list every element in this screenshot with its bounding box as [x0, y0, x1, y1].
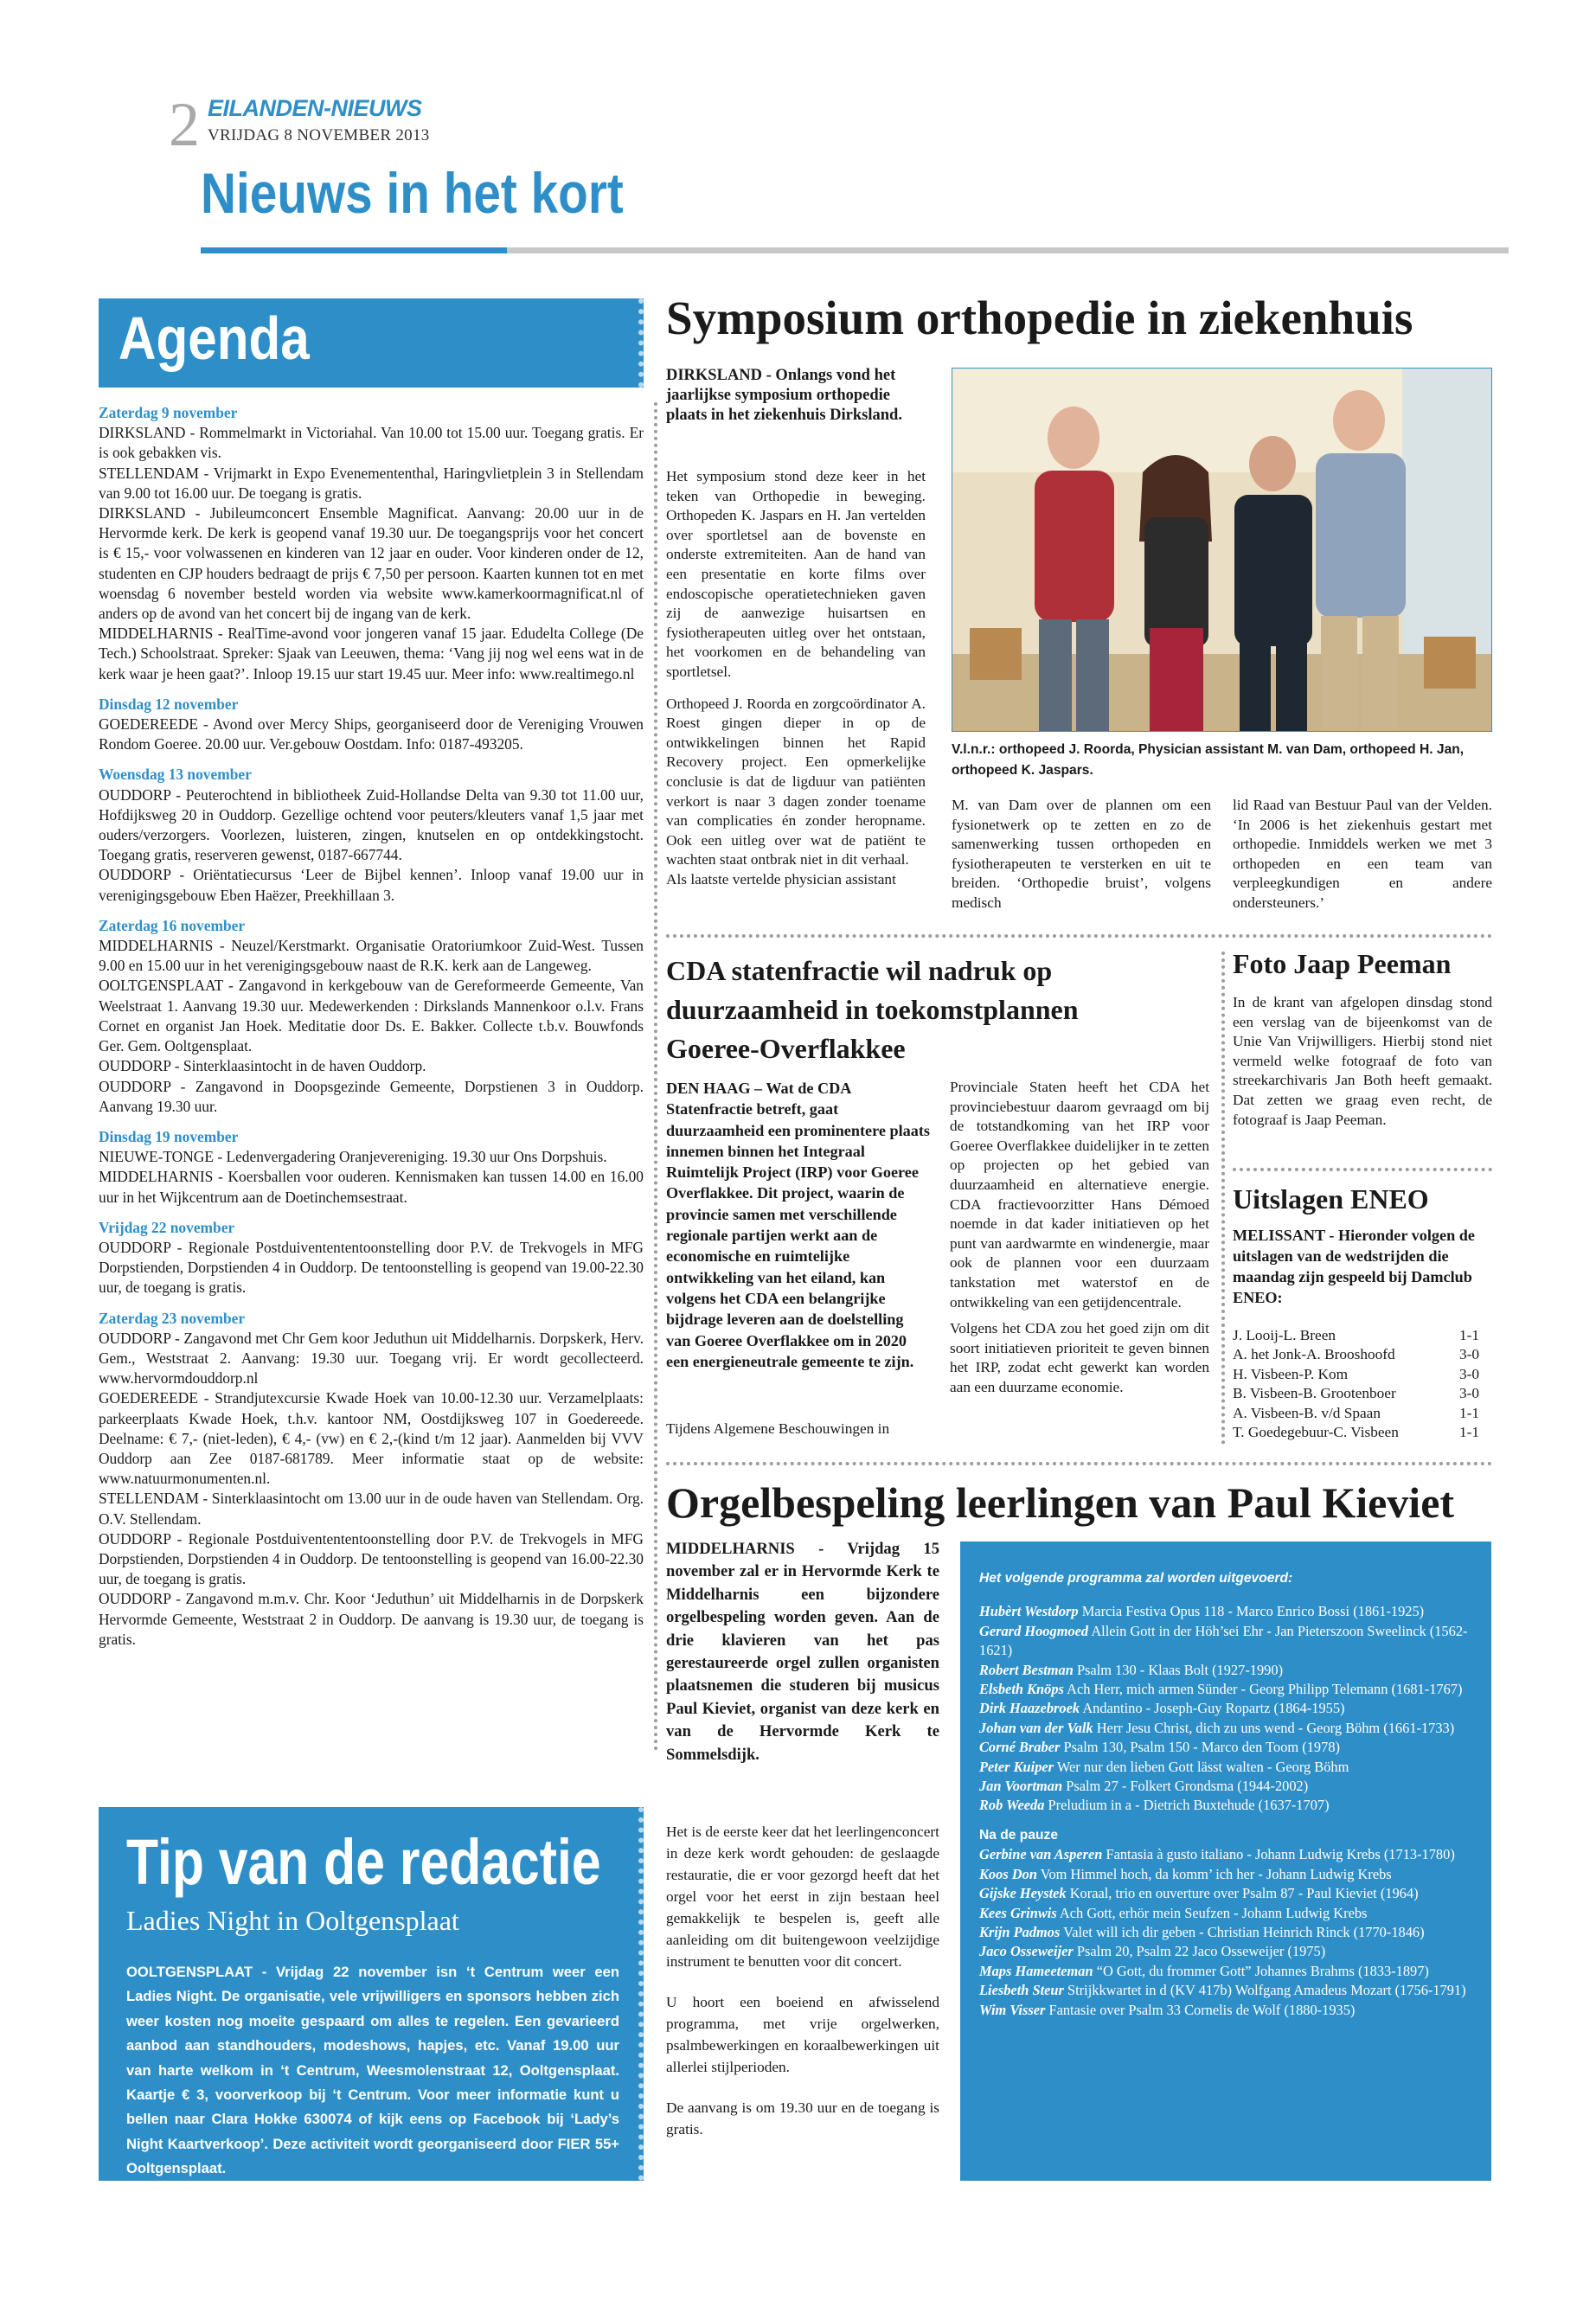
- symposium-body: [666, 467, 926, 901]
- piece-title: Ach Gott, erhör mein Seufzen - Johann Ludwig Krebs: [1059, 1904, 1368, 1921]
- cda-lead: DEN HAAG – Wat de CDA Statenfractie betreft, gaat duurzaamheid een prominentere plaats innemen binnen het Integraal Ruimtelijk Project (IRP) voor Goeree Overflakkee. Dit project, waarin de provincie samen met verschillende regionale partijen werkt aan de economische en ruimtelijke ontwikkeling van het eiland, kan volgens het CDA een belangrijke bijdrage leveren aan de doelstelling van Goeree Overflakkee om in 2020 een energieneutrale gemeente te zijn.: [666, 1080, 930, 1370]
- paragraph: U hoort een boeiend en afwisselend programma, met vrije orgelwerken, psalmbewerkingen en koraalbewerkingen uit allerlei stijlperioden.: [666, 1994, 939, 2075]
- paragraph: Provinciale Staten heeft het CDA het provinciebestuur daarom gevraagd om bij de totstandkoming van het IRP voor Goeree Overflakkee duidelijker in te zetten op projecten op het gebied van duurzaamheid en alternatieve energie. CDA fractievoorzitter Hans Démoed noemde in dat kader initiatieven op het punt van aardwarmte en windenergie, maar ook de plannen voor een duurzaam tankstation met waterstof en de ontwikkeling van een getijdencentrale.: [950, 1079, 1209, 1311]
- piece-title: Allein Gott in der Höh’sei Ehr - Jan Pieterszoon Sweelinck (1562-1621): [979, 1622, 1468, 1659]
- score-cell: 3-0: [1458, 1385, 1479, 1402]
- performer-name: Elsbeth Knöps: [979, 1681, 1064, 1698]
- agenda-gap: [99, 1298, 644, 1309]
- agenda-item: DIRKSLAND - Jubileumconcert Ensemble Magnificat. Aanvang: 20.00 uur in de Hervormde kerk. De kerk is geopend vanaf 19.30 uur. De toegangsprijs voor het concert is € 15,- voor volwassenen en kinderen van 12 jaar en ouder. Voor kinderen onder de 12, studenten en CJP houders bedraagt de prijs € 7,50 per persoon. Kaarten kunnen tot en met woensdag 6 november besteld worden via website www.kamerkoormagnificat.nl of anders op de avond van het concert bij de ingang van de kerk.: [99, 504, 644, 623]
- photo-caption: V.l.n.r.: orthopeed J. Roorda, Physician assistant M. van Dam, orthopeed H. Jan, orthopeed K. Jaspars.: [952, 742, 1465, 778]
- section-divider: [666, 934, 1492, 938]
- performer-name: Jaco Osseweijer: [979, 1943, 1074, 1960]
- column-divider: [654, 402, 657, 1752]
- program-item: [979, 1699, 1485, 1718]
- piece-title: Psalm 130, Psalm 150 - Marco den Toom (1978): [1063, 1739, 1340, 1756]
- cda-tail: Tijdens Algemene Beschouwingen in: [666, 1420, 890, 1437]
- tip-subtitle: Ladies Night in Ooltgensplaat: [126, 1905, 459, 1936]
- agenda-gap: [99, 1117, 644, 1127]
- performer-name: Wim Visser: [979, 2001, 1046, 2018]
- piece-title: Andantino - Joseph-Guy Ropartz (1864-1955): [1082, 1700, 1345, 1717]
- program-item: [979, 1845, 1485, 1864]
- program-item: [979, 1904, 1485, 1923]
- page-number: 2: [169, 90, 200, 159]
- tip-title: Tip van de redactie: [126, 1826, 601, 1898]
- score-cell: 3-0: [1458, 1346, 1479, 1363]
- performer-name: Johan van der Valk: [979, 1719, 1093, 1736]
- performer-name: Kees Grinwis: [979, 1904, 1057, 1921]
- performer-name: Liesbeth Steur: [979, 1982, 1064, 1999]
- agenda-item: OUDDORP - Regionale Postduiventententoonstelling door P.V. de Trekvogels in MFG Dorpstienden, Dorpstienden 4 in Ouddorp. De tentoonstelling is geopend van 16.00-22.30 uur, de toegang is gratis.: [99, 1529, 644, 1588]
- issue-date: VRIJDAG 8 NOVEMBER 2013: [208, 126, 430, 144]
- program-item: [979, 1661, 1485, 1680]
- agenda-item: OUDDORP - Oriëntatiecursus ‘Leer de Bijbel kennen’. Inloop vanaf 19.00 uur in verenigingsgebouw Eben Haëzer, Preekhillaan 3.: [99, 866, 644, 904]
- piece-title: Psalm 27 - Folkert Grondsma (1944-2002): [1066, 1778, 1309, 1795]
- paragraph: Volgens het CDA zou het goed zijn om dit soort initiatieven prioriteit te geven binnen het IRP, zodat echt gewerkt kan worden aan een duurzame economie.: [950, 1320, 1209, 1395]
- piece-title: “O Gott, du frommer Gott” Johannes Brahms (1833-1897): [1096, 1962, 1429, 1979]
- eneo-results-table: [1233, 1326, 1479, 1442]
- piece-title: Wer nur den lieben Gott lässt walten - Georg Böhm: [1056, 1758, 1349, 1775]
- agenda-item: MIDDELHARNIS - Koersballen voor ouderen. Kennismaken kan tussen 14.00 en 16.00 uur in het Wijkcentrum aan de Doetinchemsestraat.: [99, 1168, 644, 1206]
- cda-col2: [950, 1078, 1209, 1405]
- performer-name: Krijn Padmos: [979, 1923, 1061, 1940]
- orgel-lead: MIDDELHARNIS - Vrijdag 15 november zal er in Hervormde Kerk te Middelharnis een bijzondere orgelbespeling worden geven. Aan de drie klavieren van het pas gerestaureerde orgel zullen organisten plaatsnemen die studeren bij musicus Paul Kieviet, organist van deze kerk en van de Hervormde Kerk te Sommelsdijk.: [666, 1540, 939, 1764]
- performer-name: Gijske Heystek: [979, 1885, 1067, 1902]
- program-item: [979, 1758, 1485, 1777]
- piece-title: Marcia Festiva Opus 118 - Marco Enrico Bossi (1861-1925): [1081, 1603, 1425, 1620]
- agenda-item: OUDDORP - Peuterochtend in bibliotheek Zuid-Hollandse Delta van 9.30 tot 11.00 uur, Hofdijksweg 20 in Ouddorp. Gezellige ochtend voor peuters/kleuters vanaf 1,5 jaar met ouders/verzorgers. Voorlezen, luisteren, zingen, knutselen en op ontdekkingstocht. Toegang gratis, reserveren gewenst, 0187-667744.: [99, 785, 644, 864]
- table-row: [1233, 1365, 1479, 1384]
- program-list: [979, 1569, 1485, 2020]
- table-row: [1233, 1384, 1479, 1403]
- agenda-date: Vrijdag 22 november: [99, 1218, 235, 1236]
- orgel-body: [666, 1821, 939, 2159]
- performer-name: Jan Voortman: [979, 1778, 1063, 1795]
- agenda-date: Dinsdag 19 november: [99, 1127, 239, 1145]
- performer-name: Koos Don: [979, 1865, 1037, 1882]
- paragraph: Als laatste vertelde physician assistant: [666, 870, 896, 888]
- program-item: [979, 1777, 1485, 1796]
- program-item: [979, 1719, 1485, 1738]
- piece-title: Fantasie over Psalm 33 Cornelis de Wolf (1880-1935): [1048, 2001, 1356, 2018]
- section-rule-accent: [201, 247, 507, 253]
- score-cell: 3-0: [1458, 1365, 1479, 1382]
- section-title: Nieuws in het kort: [201, 161, 624, 225]
- paragraph: Het symposium stond deze keer in het teken van Orthopedie in beweging. Orthopeden K. Jaspars en H. Jan vertelden over sportletsel aan de bovenste en onderste extremiteiten. Aan de hand van een presentatie en korte films over endoscopische operatietechnieken gaven zij de aanwezige huisartsen en fysiotherapeuten uitleg over het ontstaan, het voorkomen en de behandeling van sportletsel.: [666, 468, 926, 680]
- program-item: [979, 1942, 1485, 1961]
- table-row: [1233, 1326, 1479, 1345]
- program-item: [979, 1962, 1485, 1981]
- performer-name: Robert Bestman: [979, 1661, 1074, 1678]
- section-divider: [666, 1462, 1492, 1465]
- foto-body: In de krant van afgelopen dinsdag stond een verslag van de bijeenkomst van de Unie Van Vrijwilligers. Hierbij stond niet vermeld welke fotograaf de foto van streekarchivaris Jan Both heeft gemaakt. Dat zetten we graag even recht, de fotograaf is Jaap Peeman.: [1233, 994, 1492, 1128]
- eneo-headline: Uitslagen ENEO: [1233, 1183, 1429, 1215]
- piece-title: Vom Himmel hoch, da komm’ ich her - Johann Ludwig Krebs: [1040, 1865, 1392, 1882]
- program-item: [979, 1865, 1485, 1884]
- performer-name: Peter Kuiper: [979, 1758, 1054, 1775]
- paragraph: Orthopeed J. Roorda en zorgcoördinator A. Roest gingen dieper in op de ontwikkelingen binnen het Rapid Recovery project. Een opmerkelijke conclusie is dat de ligduur van patiënten verkort is naar 3 dagen zonder toename van complicaties én zonder heropname. Ook een uitleg over wat de patiënt te wachten staat ontbrak niet in dit verhaal.: [666, 695, 926, 868]
- cda-headline: CDA statenfractie wil nadruk op duurzaamheid in toekomstplannen Goeree-Overflakkee: [666, 955, 1079, 1064]
- performer-name: Dirk Haazebroek: [979, 1700, 1080, 1717]
- program-item: [979, 1796, 1485, 1815]
- paragraph: Het is de eerste keer dat het leerlingenconcert in deze kerk wordt gehouden: de geslaagde restauratie, die er voor gezorgd heeft dat het orgel voor het eerst in zijn bestaan heel gemakkelijk te bespelen is, geeft alle aanleiding om dit buitengewoon veelzijdige instrument te benutten voor dit concert.: [666, 1823, 939, 1970]
- agenda-date: Woensdag 13 november: [99, 766, 252, 784]
- performer-name: Gerard Hoogmoed: [979, 1622, 1089, 1639]
- performer-name: Gerbine van Asperen: [979, 1846, 1103, 1863]
- piece-title: Preludium in a - Dietrich Buxtehude (1637-1707): [1048, 1797, 1330, 1814]
- match-cell: J. Looij-L. Breen: [1233, 1327, 1336, 1343]
- eneo-lead: MELISSANT - Hieronder volgen de uitslagen van de wedstrijden die maandag zijn gespeeld bij Damclub ENEO:: [1233, 1227, 1475, 1306]
- symposium-lead: DIRKSLAND - Onlangs vond het jaarlijkse symposium orthopedie plaats in het ziekenhuis Dirksland.: [666, 367, 902, 424]
- agenda-item: OUDDORP - Sinterklaasintocht in de haven Ouddorp.: [99, 1057, 426, 1075]
- agenda-list: [99, 403, 644, 1650]
- agenda-item: OUDDORP - Zangavond met Chr Gem koor Jeduthun uit Middelharnis. Dorpskerk, Herv. Gem., Weststraat 2. Aanvang: 19.30 uur. Toegang vrij. Er wordt gecollecteerd. www.hervormdouddorp.nl: [99, 1329, 644, 1388]
- orgel-headline: Orgelbespeling leerlingen van Paul Kieviet: [666, 1478, 1455, 1527]
- tip-body: OOLTGENSPLAAT - Vrijdag 22 november isn ‘t Centrum weer een Ladies Night. De organisatie, vele vrijwilligers en sponsors hebben zich weer kosten nog moeite gespaard om alles te regelen. Een gevarieerd aanbod aan standhouders, modeshows, hapjes, etc. Vanaf 19.00 uur van harte welkom in ‘t Centrum, Weesmolenstraat 12, Ooltgensplaat. Kaartje € 3, voorverkoop bij ‘t Centrum. Voor meer informatie kunt u bellen naar Clara Hokke 630074 of kijk eens op Facebook bij ‘Lady’s Night Kaartverkoop’. Deze activiteit wordt georganiseerd door FIER 55+ Ooltgensplaat.: [126, 1964, 619, 2177]
- piece-title: Valet will ich dir geben - Christian Heinrich Rinck (1770-1846): [1063, 1923, 1425, 1940]
- symposium-photo: [952, 368, 1492, 732]
- program-item: [979, 1738, 1485, 1757]
- column-divider: [1221, 952, 1225, 1445]
- piece-title: Psalm 20, Psalm 22 Jaco Osseweijer (1975): [1076, 1943, 1326, 1960]
- performer-name: Maps Hameeteman: [979, 1962, 1093, 1979]
- piece-title: Psalm 130 - Klaas Bolt (1927-1990): [1076, 1661, 1284, 1678]
- symposium-col3: lid Raad van Bestuur Paul van der Velden. ‘In 2006 is het ziekenhuis gestart met orthopedie. Inmiddels werken we met 3 orthopeden en een team van verpleegkundigen en andere ondersteuners.’: [1233, 797, 1492, 911]
- pause-label: Na de pauze: [979, 1827, 1058, 1843]
- piece-title: Fantasia à gusto italiano - Johann Ludwig Krebs (1713-1780): [1106, 1846, 1455, 1863]
- newspaper-name: EILANDEN-NIEUWS: [208, 95, 422, 121]
- agenda-gap: [99, 906, 644, 916]
- performer-name: Rob Weeda: [979, 1797, 1045, 1814]
- program-item: [979, 1923, 1485, 1942]
- agenda-item: OUDDORP - Zangavond in Doopsgezinde Gemeente, Dorpstienen 3 in Ouddorp. Aanvang 19.30 uur.: [99, 1077, 644, 1115]
- agenda-date: Dinsdag 12 november: [99, 695, 239, 713]
- agenda-item: NIEUWE-TONGE - Ledenvergadering Oranjevereniging. 19.30 uur Ons Dorpshuis.: [99, 1148, 607, 1166]
- agenda-item: GOEDEREEDE - Strandjutexcursie Kwade Hoek van 10.00-12.30 uur. Verzamelplaats: parkeerplaats Kwade Hoek, t.h.v. kantoor NM, Oostdijksweg 107 in Goedereede. Deelname: € 7,- (niet-leden), € 4,- (vw) en € 2,-(kind t/m 12 jaar). Aanmelden bij VVV Ouddorp aan Zee 0187-681789. Meer informatie staat op de website: www.natuurmonumenten.nl.: [99, 1389, 644, 1488]
- performer-name: Corné Braber: [979, 1739, 1061, 1756]
- agenda-item: DIRKSLAND - Rommelmarkt in Victoriahal. Van 10.00 tot 15.00 uur. Toegang gratis. Er is ook gebakken vis.: [99, 424, 644, 462]
- program-item: [979, 1622, 1485, 1661]
- section-divider: [1233, 1168, 1492, 1171]
- piece-title: Herr Jesu Christ, dich zu uns wend - Georg Böhm (1661-1733): [1096, 1719, 1455, 1736]
- match-cell: H. Visbeen-P. Kom: [1233, 1365, 1349, 1382]
- agenda-title: Agenda: [119, 304, 310, 372]
- agenda-item: GOEDEREEDE - Avond over Mercy Ships, georganiseerd door de Vereniging Vrouwen Rondom Goeree. 20.00 uur. Ver.gebouw Oostdam. Info: 0187-493205.: [99, 715, 644, 753]
- agenda-item: STELLENDAM - Vrijmarkt in Expo Evenemententhal, Haringvlietplein 3 in Stellendam van 9.00 tot 16.00 uur. De toegang is gratis.: [99, 464, 644, 502]
- symposium-col2: M. van Dam over de plannen om een fysionetwerk op te zetten en zo de samenwerking tussen orthopeden en fysiotherapeuten te versterken en uit te breiden. ‘Orthopedie bruist’, volgens medisch: [952, 797, 1211, 911]
- agenda-gap: [99, 754, 644, 765]
- program-heading: Het volgende programma zal worden uitgevoerd:: [979, 1571, 1293, 1586]
- agenda-item: OUDDORP - Regionale Postduiventententoonstelling door P.V. de Trekvogels in MFG Dorpstienden, Dorpstienden 4 in Ouddorp. De tentoonstelling is geopend van 19.00-22.30 uur, de toegang is gratis.: [99, 1238, 644, 1297]
- section-rule: [507, 247, 1509, 253]
- agenda-gap: [99, 684, 644, 695]
- program-item: [979, 1602, 1485, 1621]
- performer-name: Hubèrt Westdorp: [979, 1603, 1079, 1620]
- agenda-date: Zaterdag 16 november: [99, 916, 246, 934]
- foto-headline: Foto Jaap Peeman: [1233, 948, 1452, 979]
- piece-title: Strijkkwartet in d (KV 417b) Wolfgang Amadeus Mozart (1756-1791): [1067, 1982, 1466, 1999]
- group-photo-image: [952, 369, 1492, 732]
- agenda-item: OUDDORP - Zangavond m.m.v. Chr. Koor ‘Jeduthun’ uit Middelharnis in de Dorpskerk Hervormde Gemeente, Weststraat 2 in Ouddorp. De aanvang is 19.30 uur, de toegang is gratis.: [99, 1590, 644, 1648]
- match-cell: T. Goedegebuur-C. Visbeen: [1233, 1424, 1399, 1441]
- agenda-item: MIDDELHARNIS - Neuzel/Kerstmarkt. Organisatie Oratoriumkoor Zuid-West. Tussen 9.00 en 15.00 uur in het verenigingsgebouw naast de R.K. kerk aan de Langeweg.: [99, 937, 644, 975]
- paragraph: De aanvang is om 19.30 uur en de toegang is gratis.: [666, 2099, 939, 2138]
- match-cell: B. Visbeen-B. Grootenboer: [1233, 1385, 1396, 1402]
- program-item: [979, 1981, 1485, 2000]
- table-row: [1233, 1423, 1479, 1442]
- program-item: [979, 2001, 1485, 2020]
- table-row: [1233, 1345, 1479, 1364]
- program-item: [979, 1680, 1485, 1699]
- agenda-gap: [99, 1208, 644, 1218]
- agenda-item: OOLTGENSPLAAT - Zangavond in kerkgebouw van de Gereformeerde Gemeente, Van Weelstraat 1. Aanvang 19.30 uur. Medewerkenden : Dirkslands Mannenkoor o.l.v. Frans Cornet en organist Jan Hoek. Meditatie door Ds. E. Bakker. Collecte t.b.v. Bouwfonds Ger. Gem. Ooltgensplaat.: [99, 977, 644, 1055]
- agenda-item: STELLENDAM - Sinterklaasintocht om 13.00 uur in de oude haven van Stellendam. Org. O.V. Stellendam.: [99, 1490, 644, 1528]
- piece-title: Koraal, trio en ouverture over Psalm 87 - Paul Kieviet (1964): [1069, 1885, 1419, 1902]
- score-cell: 1-1: [1458, 1404, 1479, 1421]
- symposium-headline: Symposium orthopedie in ziekenhuis: [666, 292, 1413, 344]
- program-item: [979, 1884, 1485, 1903]
- piece-title: Ach Herr, mich armen Sünder - Georg Philipp Telemann (1681-1767): [1067, 1681, 1463, 1698]
- agenda-item: MIDDELHARNIS - RealTime-avond voor jongeren vanaf 15 jaar. Edudelta College (De Tech.) Schoolstraat. Spreker: Sjaak van Leeuwen, thema: ‘Vang jij nog wel eens wat in de kerk waar je heen gaat?’. Inloop 19.15 uur start 19.45 uur. Meer info: www.realtimego.nl: [99, 625, 644, 683]
- match-cell: A. Visbeen-B. v/d Spaan: [1233, 1404, 1381, 1421]
- score-cell: 1-1: [1458, 1327, 1479, 1343]
- agenda-date: Zaterdag 9 november: [99, 404, 238, 421]
- score-cell: 1-1: [1458, 1424, 1479, 1441]
- table-row: [1233, 1404, 1479, 1423]
- agenda-date: Zaterdag 23 november: [99, 1309, 246, 1327]
- match-cell: A. het Jonk-A. Brooshoofd: [1233, 1346, 1395, 1363]
